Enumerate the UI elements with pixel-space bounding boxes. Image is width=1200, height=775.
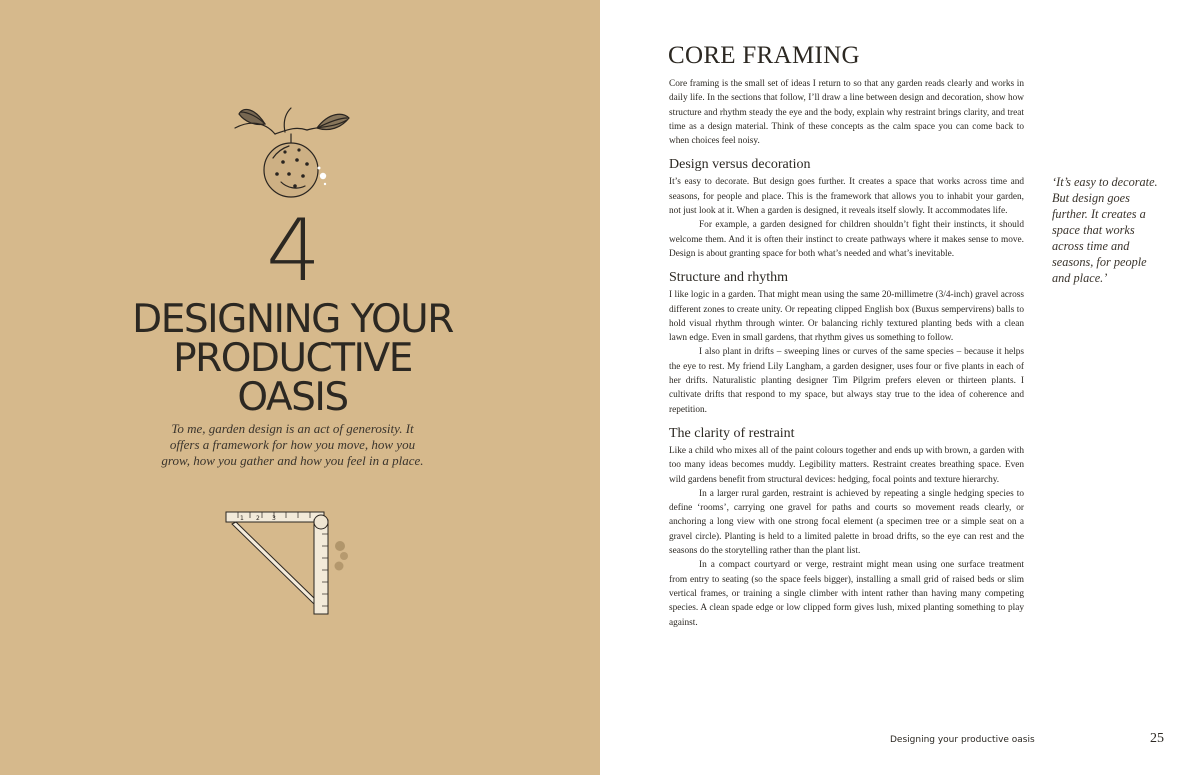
paragraph: It’s easy to decorate. But design goes further. It creates a space that works across time and seasons, for people and place. This is the framework that allows you to inhabit your garden, not just look at it. When a garden is designed, it reveals itself slowly. It accommodates life.: [669, 177, 1024, 217]
paragraph: For example, a garden designed for children shouldn’t fight their instincts, it should welcome them. And it is often their instinct to create pathways where it makes sense to move. Design is about granting space for both what’s needed and what’s inevitable.: [669, 220, 1024, 259]
chapter-title-line-1: DESIGNING YOUR: [132, 297, 453, 342]
folding-ruler-illustration-icon: [222, 506, 352, 618]
subheading-design-versus-decoration: Design versus decoration: [669, 157, 811, 173]
ruler-number-3: 3: [272, 515, 276, 522]
chapter-title-line-3: OASIS: [237, 375, 348, 420]
chapter-title: [0, 297, 585, 420]
ruler-number-1: 1: [240, 515, 244, 522]
chapter-intro: To me, garden design is an act of generosity. It offers a framework for how you move, how you grow, how you gather and how you feel in a place.: [161, 421, 424, 468]
pull-quote: ‘It’s easy to decorate. But design goes further. It creates a space that works across time and seasons, for people and place.’: [1052, 175, 1158, 285]
running-footer: Designing your productive oasis: [890, 735, 1035, 745]
page-number: 25: [1150, 731, 1164, 746]
section-heading: CORE FRAMING: [668, 42, 860, 69]
ruler-number-2: 2: [256, 515, 260, 522]
chapter-number: 4: [266, 201, 319, 301]
body-text: [669, 77, 1024, 630]
chapter-title-line-2: PRODUCTIVE: [173, 336, 412, 381]
paragraph: I like logic in a garden. That might mean using the same 20-millimetre (3/4-inch) gravel across different zones to create unity. Or repeating clipped English box (Buxus sempervirens) balls to hold visual rhythm through winter. Or balancing richly textured planting beds with a clean lawn edge. Even in small gardens, that rhythm gives us something to follow.: [669, 290, 1024, 344]
fruit-branch-illustration-icon: [225, 100, 355, 210]
paragraph: I also plant in drifts – sweeping lines or curves of the same species – because it helps the eye to rest. My friend Lily Langham, a garden designer, uses four or five plants in each of her drifts. Naturalistic planting designer Tim Pilgrim prefers eleven or thirteen plants. I cultivate drifts that respond to my space, but always stay true to the idea of coherence and repetition.: [669, 347, 1024, 415]
subheading-structure-and-rhythm: Structure and rhythm: [669, 270, 788, 286]
paragraph: In a larger rural garden, restraint is achieved by repeating a single hedging species to define ‘rooms’, carrying one gravel for paths and courts so movement reads clearly, or anchoring a long view with one strong focal element (a specimen tree or a simple seat on a gravel circle). Planting is held to a limited palette in broad drifts, so the eye can rest and the seasons do the storytelling rather than the plant list.: [669, 488, 1024, 557]
intro-paragraph: Core framing is the small set of ideas I return to so that any garden reads clearly and works in daily life. In the sections that follow, I’ll draw a line between design and decoration, show how structure and rhythm steady the eye and the body, explain why restraint brings clarity, and treat time as a design material. Think of these concepts as the calm space you can come back to when choices feel noisy.: [669, 79, 1024, 147]
paragraph: In a compact courtyard or verge, restraint might mean using one surface treatment from entry to seating (so the space feels bigger), installing a small grid of raised beds or slim vertical frames, or training a single climber with intent rather than having many competing species. A clean spade edge or low clipped form gives lush, mixed planting something to play against.: [669, 560, 1024, 628]
paragraph: Like a child who mixes all of the paint colours together and ends up with brown, a garden with too many ideas becomes muddy. Legibility matters. Restraint creates breathing space. Even wild gardens benefit from structural devices: hedging, focal points and texture hierarchy.: [669, 445, 1024, 485]
subheading-clarity-of-restraint: The clarity of restraint: [669, 425, 795, 441]
